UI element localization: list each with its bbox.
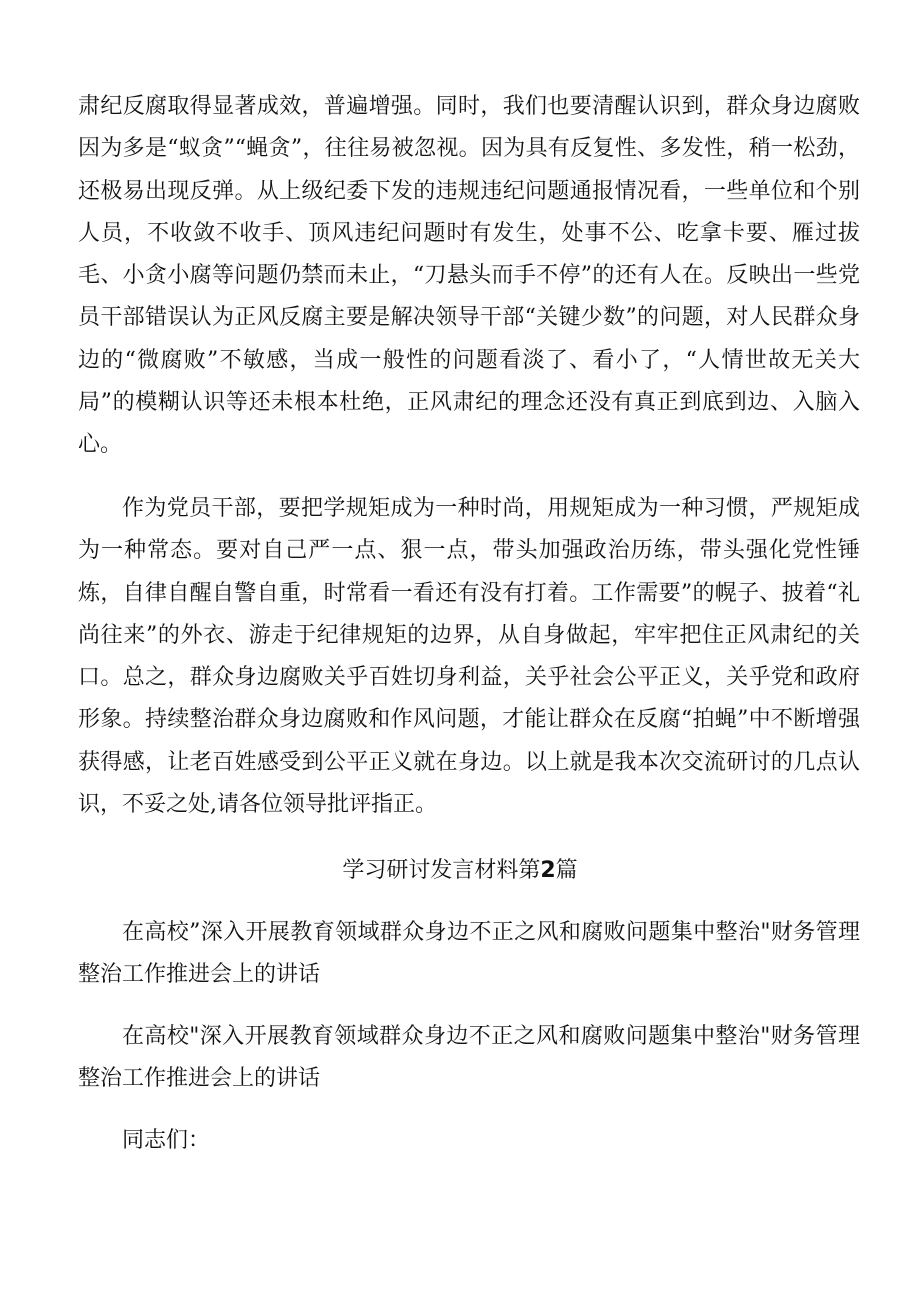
paragraph-2: 作为党员干部，要把学规矩成为一种时尚，用规矩成为一种习惯，严规矩成为一种常态。要对自己严一点、狠一点，带头加强政治历练，带头强化党性锤炼，自律自醒自警自重，时常看一看还有没有打着。工作需要”的幌子、披着“礼尚往来”的外衣、游走于纪律规矩的边界，从自身做起，牢牢把住正风肃纪的关口。总之，群众身边腐败关乎百姓切身利益，关乎社会公平正义，关乎党和政府形象。持续整治群众身边腐败和作风问题，才能让群众在反腐“拍蝇”中不断增强获得感，让老百姓感受到公平正义就在身边。以上就是我本次交流研讨的几点认识，不妥之处,请各位领导批评指正。 xyxy=(78,496,860,818)
salutation: 同志们： xyxy=(122,1128,211,1153)
paragraph-1: 肃纪反腐取得显著成效，普遍增强。同时，我们也要清醒认识到，群众身边腐败因为多是“蚁贪”“蝇贪”，往往易被忽视。因为具有反复性、多发性，稍一松劲，还极易出现反弹。从上级纪委下发的违规违纪问题通报情况看，一些单位和个别人员，不收敛不收手、顶风违纪问题时有发生，处事不公、吃拿卡要、雁过拔毛、小贪小腐等问题仍禁而未止，“刀悬头而手不停”的还有人在。反映出一些党员干部错误认为正风反腐主要是解决领导干部“关键少数”的问题，对人民群众身边的“微腐败”不敏感，当成一般性的问题看淡了、看小了，“人情世故无关大局”的模糊认识等还未根本杜绝，正风肃纪的理念还没有真正到底到边、入脑入心。 xyxy=(78,94,860,458)
paragraph-4: 在高校"深入开展教育领域群众身边不正之风和腐败问题集中整治"财务管理整治工作推进会上的讲话 xyxy=(78,1024,860,1092)
section-title xyxy=(0,850,920,892)
section-title-suffix: 篇 xyxy=(555,858,578,883)
paragraph-3: 在高校”深入开展教育领域群众身边不正之风和腐败问题集中整治"财务管理整治工作推进会上的讲话 xyxy=(78,920,860,988)
section-title-number: 2 xyxy=(540,858,556,883)
section-title-prefix: 学习研讨发言材料第 xyxy=(342,858,541,883)
